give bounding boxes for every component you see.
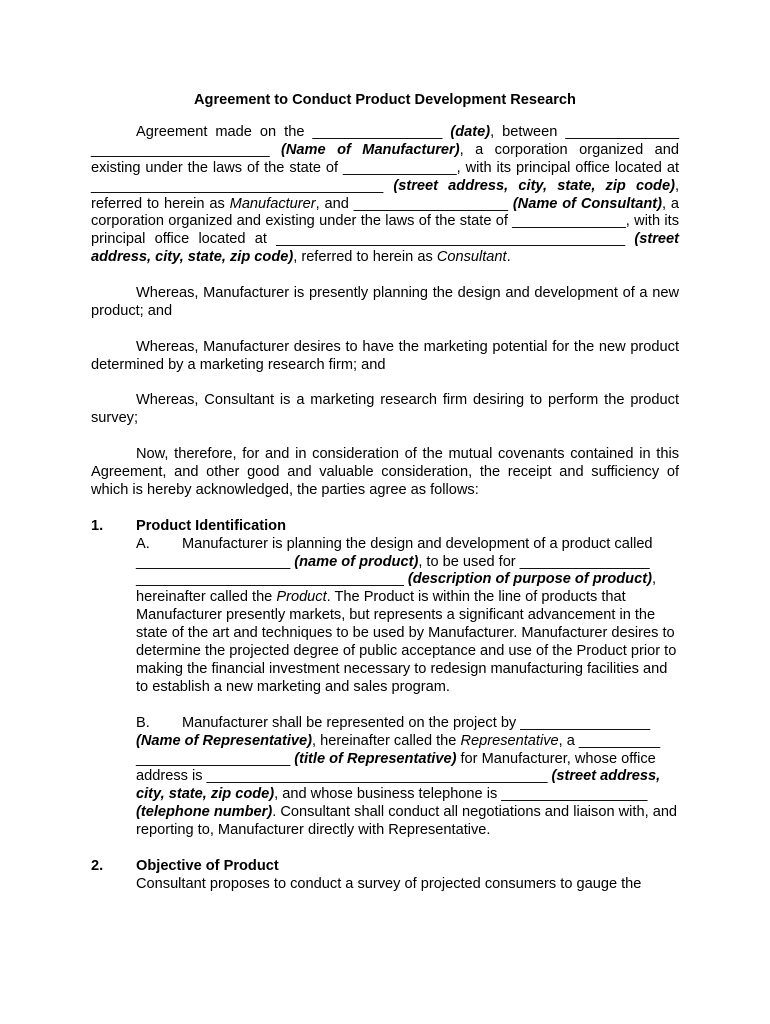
section-1b-text-1: Manufacturer shall be represented on the project by ________________: [182, 714, 651, 731]
intro-text-7: , referred to herein as: [293, 249, 437, 266]
document-page: [91, 92, 679, 894]
representative-address-label: (street address, city, state, zip code): [136, 768, 661, 803]
date-label: (date): [450, 123, 491, 140]
document-title: Agreement to Conduct Product Development Research: [194, 92, 576, 108]
product-purpose-label: (description of purpose of product): [407, 571, 652, 588]
telephone-label: (telephone number): [136, 804, 273, 821]
now-therefore-paragraph: Now, therefore, for and in consideration of the mutual covenants contained in this Agreement, and other good and valuable consideration, the receipt and sufficiency of which is hereby acknowledged, the parties agree as follows:: [91, 446, 679, 498]
section-2-title: Objective of Product: [136, 857, 279, 874]
intro-text-5: , and ___________________: [315, 195, 513, 212]
intro-text-3: , a corporation organized and existing under the laws of the state of ______________, with its principal office located at ____________________________________: [91, 141, 679, 194]
intro-paragraph: [91, 124, 679, 267]
product-name-label: (name of product): [294, 553, 419, 570]
section-1a-text-4: . The Product is within the line of products that Manufacturer presently markets, but represents a significant advancement in the state of the art and techniques to be used by Manufacturer. Manufacturer desires to determine the projected degree of public acceptance and use of the Product prior to making the financial investment necessary to redesign manufacturing facilities and to establish a new marketing and sales program.: [136, 589, 677, 695]
whereas-paragraph-2: Whereas, Manufacturer desires to have the marketing potential for the new product determined by a marketing research firm; and: [91, 338, 679, 373]
section-1b-text-4: for Manufacturer, whose office address is __________________________________________: [136, 750, 656, 785]
representative-term: Representative: [460, 732, 559, 749]
whereas-paragraph-3: Whereas, Consultant is a marketing research firm desiring to perform the product survey;: [91, 392, 679, 427]
section-1b-text-3: , a __________ ___________________: [136, 732, 661, 767]
manufacturer-name-label: (Name of Manufacturer): [281, 141, 460, 158]
manufacturer-address-label: (street address, city, state, zip code): [393, 177, 675, 194]
section-1b-letter: B.: [136, 714, 150, 731]
intro-text-2: , between ______________ ______________________: [91, 123, 679, 158]
intro-text-1: Agreement made on the ________________: [136, 123, 451, 140]
section-1b-text-5: , and whose business telephone is __________________: [274, 786, 648, 803]
section-1a-letter: A.: [136, 535, 150, 552]
section-1-heading: [91, 518, 679, 536]
section-1a-text-1: Manufacturer is planning the design and development of a product called ___________________: [136, 535, 653, 570]
consultant-address-label: (street address, city, state, zip code): [91, 231, 679, 266]
section-2-heading: [91, 858, 679, 876]
section-1-number: 1.: [91, 517, 104, 534]
whereas-paragraph-1: Whereas, Manufacturer is presently planning the design and development of a new product; and: [91, 285, 679, 319]
section-1b-text-6: . Consultant shall conduct all negotiations and liaison with, and reporting to, Manufacturer directly with Representative.: [136, 804, 678, 839]
representative-title-label: (title of Representative): [294, 750, 457, 767]
section-1a-paragraph: [136, 536, 679, 697]
representative-name-label: (Name of Representative): [136, 732, 312, 749]
section-1-title: Product Identification: [136, 517, 286, 534]
intro-text-6: , a corporation organized and existing under the laws of the state of ______________, with its principal office located at ___________________________________________: [91, 195, 679, 248]
section-1b-paragraph: [136, 715, 679, 840]
product-term: Product: [276, 589, 327, 606]
section-1a-text-2: , to be used for ________________ _________________________________: [136, 553, 650, 588]
section-2-text: Consultant proposes to conduct a survey of projected consumers to gauge the: [136, 875, 642, 892]
intro-text-4: , referred to herein as: [91, 177, 679, 212]
manufacturer-term: Manufacturer: [229, 195, 316, 212]
section-2-number: 2.: [91, 857, 104, 874]
section-1a-text-3: , hereinafter called the: [136, 571, 656, 606]
consultant-name-label: (Name of Consultant): [512, 195, 662, 212]
intro-text-8: .: [506, 249, 511, 266]
consultant-term: Consultant: [436, 249, 507, 266]
section-1b-text-2: , hereinafter called the: [312, 732, 461, 749]
